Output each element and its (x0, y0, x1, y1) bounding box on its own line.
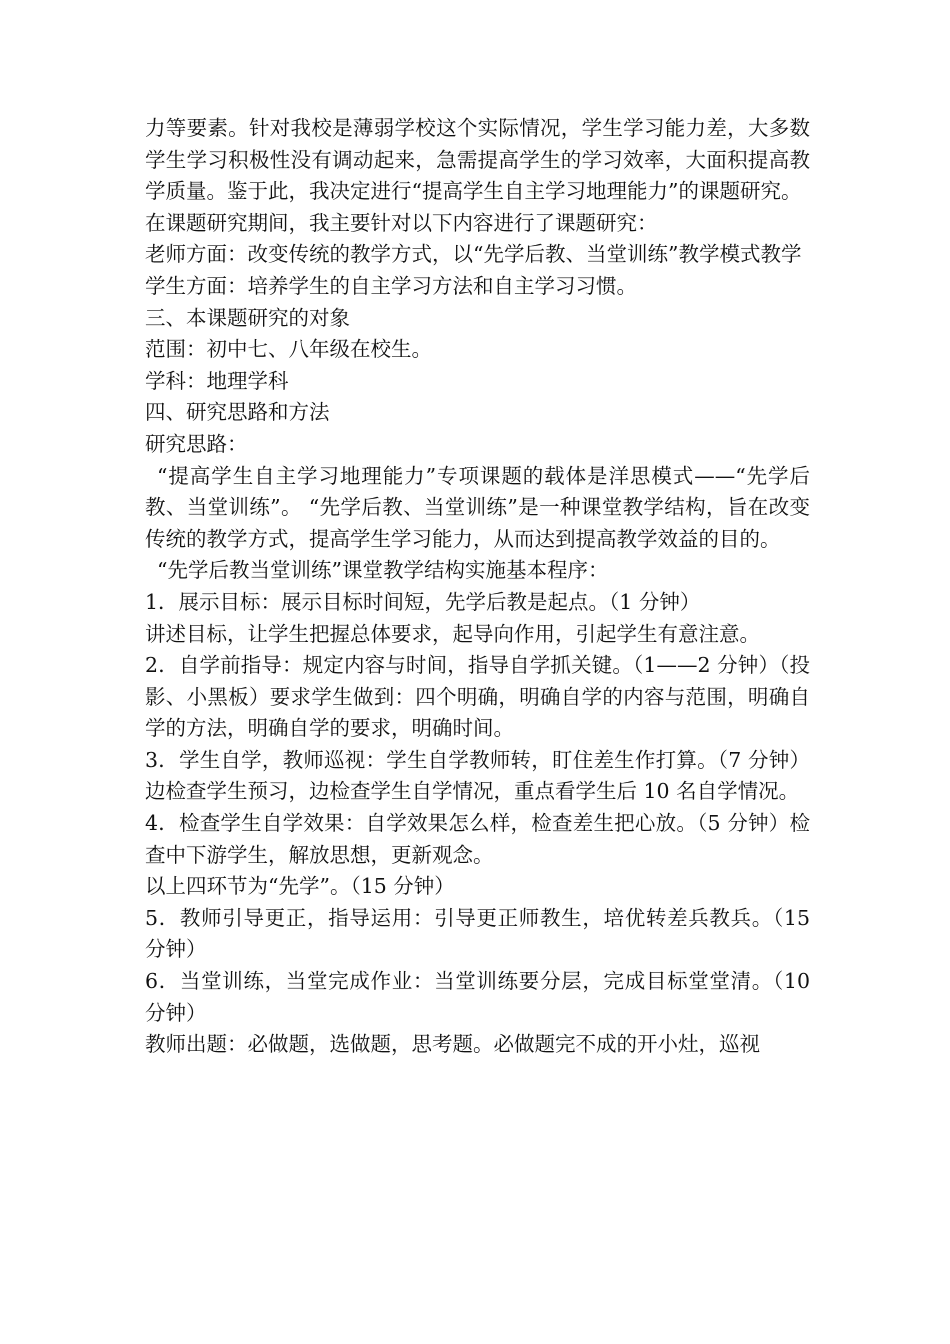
list-item-step-1: 1．展示目标：展示目标时间短，先学后教是起点。（1 分钟） (145, 589, 701, 614)
paragraph-student-aspect: 学生方面：培养学生的自主学习方法和自主学习习惯。 (145, 273, 637, 298)
paragraph-teacher-aspect: 老师方面：改变传统的教学方式，以“先学后教、当堂训练”教学模式教学 (145, 242, 802, 267)
paragraph-procedure-intro: “先学后教当堂训练”课堂教学结构实施基本程序： (157, 558, 609, 583)
section-heading-approach: 四、研究思路和方法 (145, 400, 330, 425)
paragraph-teacher-questions: 教师出题：必做题，选做题，思考题。必做题完不成的开小灶，巡视 (145, 1032, 760, 1057)
paragraph-first-learning-summary: 以上四环节为“先学”。（15 分钟） (145, 874, 455, 899)
paragraph-intro: 力等要素。针对我校是薄弱学校这个实际情况，学生学习能力差，大多数学生学习积极性没有调动起来，急需提高学生的学习效率，大面积提高教学质量。鉴于此，我决定进行“提高学生自主学习地理能力”的课题研究。 (145, 116, 810, 204)
list-item-step-3: 3．学生自学，教师巡视：学生自学教师转，盯住差生作打算。（7 分钟）边检查学生预习，边检查学生自学情况，重点看学生后 10 名自学情况。 (145, 747, 810, 804)
list-item-step-4: 4．检查学生自学效果：自学效果怎么样，检查差生把心放。（5 分钟）检查中下游学生，解放思想，更新观念。 (145, 811, 810, 867)
list-item-step-5: 5．教师引导更正，指导运用：引导更正师教生，培优转差兵教兵。（15 分钟） (145, 905, 810, 962)
document-body (145, 113, 810, 1061)
paragraph-step-1-detail: 讲述目标，让学生把握总体要求，起导向作用，引起学生有意注意。 (145, 621, 760, 646)
paragraph-approach-label: 研究思路： (145, 431, 248, 456)
paragraph-subject: 学科：地理学科 (145, 368, 289, 393)
list-item-step-6: 6．当堂训练，当堂完成作业：当堂训练要分层，完成目标堂堂清。（10 分钟） (145, 969, 810, 1025)
section-heading-research-object: 三、本课题研究的对象 (145, 305, 350, 330)
paragraph-model-description: “提高学生自主学习地理能力”专项课题的载体是洋思模式——“先学后教、当堂训练”。 “先学后教、当堂训练”是一种课堂教学结构，旨在改变传统的教学方式，提高学生学习能力，从而达到提高教学效益的目的。 (145, 463, 810, 551)
paragraph-scope: 范围：初中七、八年级在校生。 (145, 337, 432, 362)
list-item-step-2: 2．自学前指导：规定内容与时间，指导自学抓关键。（1——2 分钟）（投影、小黑板）要求学生做到：四个明确，明确自学的内容与范围，明确自学的方法，明确自学的要求，明确时间。 (145, 653, 810, 741)
paragraph-research-content: 在课题研究期间，我主要针对以下内容进行了课题研究： (145, 210, 658, 235)
